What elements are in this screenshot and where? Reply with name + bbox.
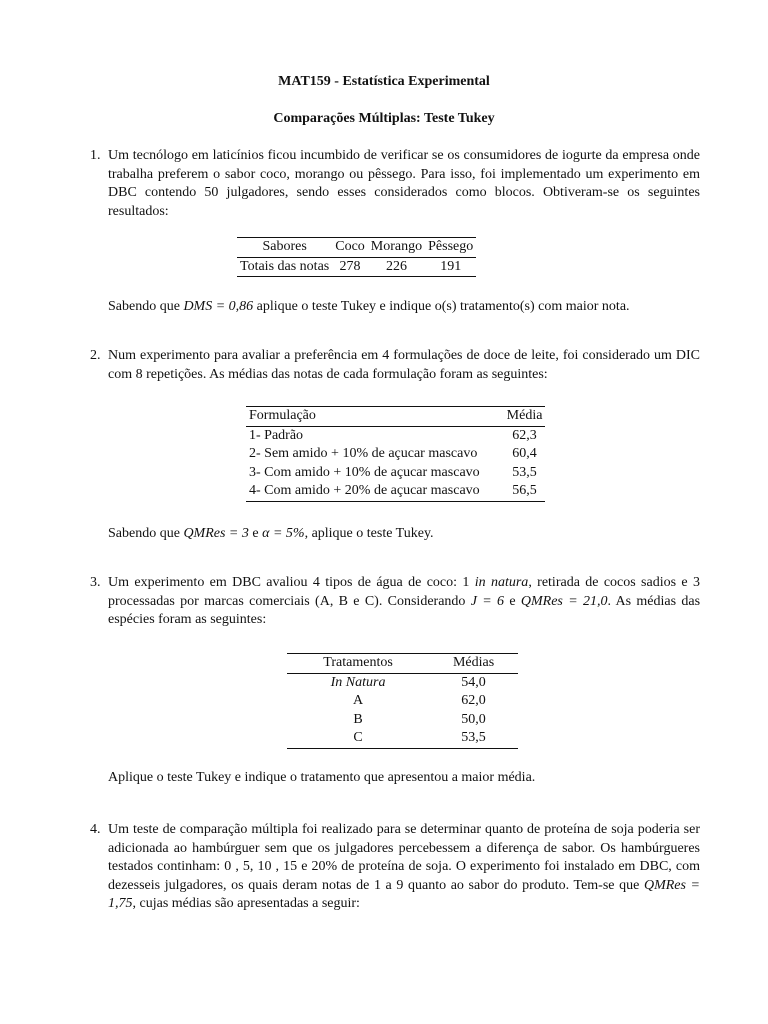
table-cell: 1- Padrão xyxy=(249,427,304,443)
table-cell: 50,0 xyxy=(461,711,486,727)
table-cell: 191 xyxy=(440,258,462,274)
table-cell: Totais das notas xyxy=(240,258,330,274)
math-expression: DMS = 0,86 xyxy=(183,299,254,314)
italic-text: in natura xyxy=(474,575,529,590)
text: aplique o teste Tukey e indique o(s) tratamento(s) com maior nota. xyxy=(253,299,630,314)
text: , aplique o teste Tukey. xyxy=(304,526,434,541)
question-number: 3. xyxy=(90,575,101,590)
table-cell: 2- Sem amido + 10% de açucar mascavo xyxy=(249,446,478,461)
math-expression: α = 5% xyxy=(262,526,305,541)
table-header: Formulação xyxy=(249,408,316,423)
text: Um teste de comparação múltipla foi realizado para se determinar quanto de proteína de soja poderia ser adicionada ao hambúrguer sem que os julgadores percebessem a diferença de sabor. Os hambúrgueres testados continham: 0 , 5, 10 , 15 e 20% de proteína de soja. O experimento foi instalado em DBC, com dezesseis julgadores, os quais deram notas de 1 a 9 quanto ao sabor do produto. Tem-se que xyxy=(108,822,700,893)
table-header: Coco xyxy=(335,239,365,254)
math-expression: J = 6 xyxy=(470,593,505,609)
page-title: MAT159 - Estatística Experimental xyxy=(278,74,490,89)
math-expression: QMRes = 1,75 xyxy=(108,877,700,911)
question-text xyxy=(108,574,700,630)
table-header: Morango xyxy=(370,239,423,254)
question-text xyxy=(108,821,700,914)
question-number: 1. xyxy=(90,148,101,163)
table-cell: C xyxy=(353,730,363,745)
math-expression: QMRes = 3 xyxy=(183,526,249,541)
text: Sabendo que xyxy=(108,526,184,541)
question-2 xyxy=(90,347,700,384)
text: Sabendo que xyxy=(108,299,184,314)
table-cell: 62,3 xyxy=(512,427,537,443)
question-text: Num experimento para avaliar a preferência em 4 formulações de doce de leite, foi considerado um DIC com 8 repetições. As médias das notas de cada formulação foram as seguintes: xyxy=(108,348,700,382)
question-1 xyxy=(90,147,700,221)
table-cell: 60,4 xyxy=(512,446,537,461)
table-cell: 54,0 xyxy=(461,674,486,690)
table-cell: 53,5 xyxy=(461,730,486,745)
table-header: Pêssego xyxy=(428,239,474,254)
page-subtitle: Comparações Múltiplas: Teste Tukey xyxy=(273,111,495,126)
table-cell: A xyxy=(352,693,364,708)
question-4 xyxy=(90,821,700,914)
question-3 xyxy=(90,574,700,630)
table-header: Média xyxy=(506,408,543,423)
table-flavors xyxy=(237,237,476,277)
table-cell: 226 xyxy=(385,258,407,274)
table-cell: In Natura xyxy=(330,674,386,690)
question-2-instruction xyxy=(108,525,700,544)
question-number: 4. xyxy=(90,822,101,837)
text: , retirada de cocos sadios e 3 processadas por marcas comerciais (A, B e C). Considerando xyxy=(108,575,700,609)
table-treatments xyxy=(287,653,518,749)
table-cell: B xyxy=(353,711,363,727)
table-header: Médias xyxy=(452,655,495,670)
text: e xyxy=(504,593,521,609)
text: e xyxy=(248,526,263,541)
table-cell: 3- Com amido + 10% de açucar mascavo xyxy=(249,464,480,480)
table-cell: 53,5 xyxy=(512,464,537,480)
math-expression: QMRes = 21,0 xyxy=(520,593,608,609)
question-1-instruction xyxy=(108,298,700,317)
table-cell: 62,0 xyxy=(461,693,486,708)
table-formulations xyxy=(246,406,545,502)
table-cell: 56,5 xyxy=(512,483,537,498)
table-header: Tratamentos xyxy=(323,655,393,670)
table-header: Sabores xyxy=(262,239,307,254)
text: , cujas médias são apresentadas a seguir: xyxy=(132,896,360,911)
table-cell: 4- Com amido + 20% de açucar mascavo xyxy=(249,483,480,498)
question-number: 2. xyxy=(90,348,101,363)
question-text: Um tecnólogo em laticínios ficou incumbido de verificar se os consumidores de iogurte da empresa onde trabalha preferem o sabor coco, morango ou pêssego. Para isso, foi implementado um experimento em DBC contendo 50 julgadores, sendo esses considerados como blocos. Obtiveram-se os seguintes resultados: xyxy=(108,148,700,219)
text: Um experimento em DBC avaliou 4 tipos de água de coco: 1 xyxy=(108,575,475,590)
table-cell: 278 xyxy=(339,258,361,274)
text: . As médias das espécies foram as seguintes: xyxy=(108,593,701,627)
question-3-instruction: Aplique o teste Tukey e indique o tratamento que apresentou a maior média. xyxy=(108,770,536,785)
